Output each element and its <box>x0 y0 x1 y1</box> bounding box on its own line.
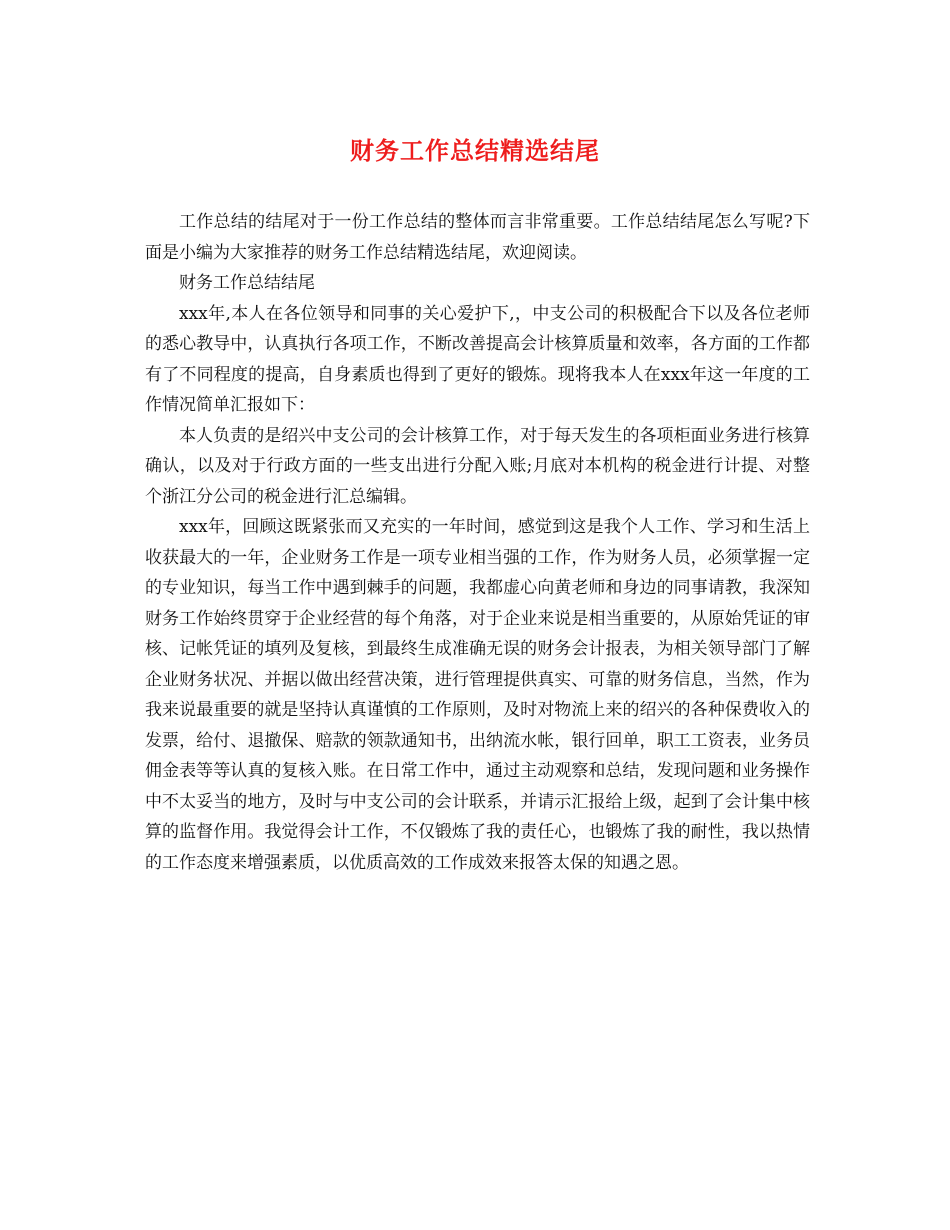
body-paragraph: xxx年,本人在各位领导和同事的关心爱护下,，中支公司的积极配合下以及各位老师的悉心教导中，认真执行各项工作，不断改善提高会计核算质量和效率，各方面的工作都有了不同程度的提高，自身素质也得到了更好的锻炼。现将我本人在xxx年这一年度的工作情况简单汇报如下： <box>145 303 810 415</box>
body-paragraph: xxx年，回顾这既紧张而又充实的一年时间，感觉到这是我个人工作、学习和生活上收获最大的一年，企业财务工作是一项专业相当强的工作，作为财务人员，必须掌握一定的专业知识，每当工作中遇到棘手的问题，我都虚心向黄老师和身边的同事请教，我深知财务工作始终贯穿于企业经营的每个角落，对于企业来说是相当重要的，从原始凭证的审核、记帐凭证的填列及复核，到最终生成准确无误的财务会计报表，为相关领导部门了解企业财务状况、并据以做出经营决策，进行管理提供真实、可靠的财务信息，当然，作为我来说最重要的就是坚持认真谨慎的工作原则，及时对物流上来的绍兴的各种保费收入的发票，给付、退撤保、赔款的领款通知书，出纳流水帐，银行回单，职工工资表，业务员佣金表等等认真的复核入账。在日常工作中，通过主动观察和总结，发现问题和业务操作中不太妥当的地方，及时与中支公司的会计联系，并请示汇报给上级，起到了会计集中核算的监督作用。我觉得会计工作，不仅锻炼了我的责任心，也锻炼了我的耐性，我以热情的工作态度来增强素质，以优质高效的工作成效来报答太保的知遇之恩。 <box>145 517 810 873</box>
section-heading: 财务工作总结结尾 <box>179 273 315 293</box>
body-paragraph: 本人负责的是绍兴中支公司的会计核算工作，对于每天发生的各项柜面业务进行核算确认，以及对于行政方面的一些支出进行分配入账;月底对本机构的税金进行计提、对整个浙江分公司的税金进行汇总编辑。 <box>145 425 810 507</box>
intro-paragraph: 工作总结的结尾对于一份工作总结的整体而言非常重要。工作总结结尾怎么写呢?下面是小编为大家推荐的财务工作总结精选结尾，欢迎阅读。 <box>145 212 810 263</box>
document-title: 财务工作总结精选结尾 <box>350 136 600 165</box>
document-body <box>145 207 810 878</box>
